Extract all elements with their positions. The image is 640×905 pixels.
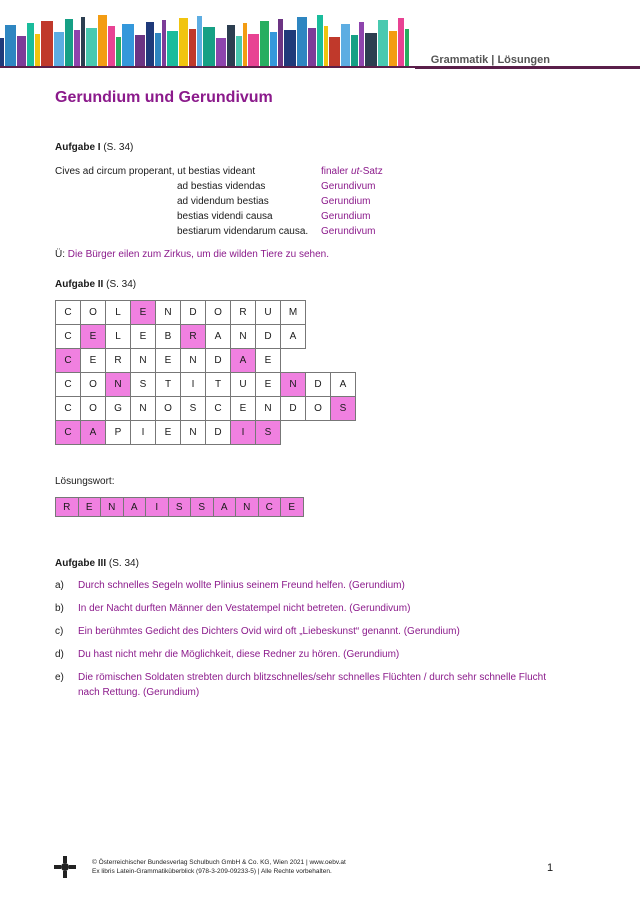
book-spine — [236, 36, 242, 66]
grid-cell: N — [156, 301, 181, 325]
grid-cell: E — [81, 325, 106, 349]
aufgabe1-latin: ad bestias videndas — [177, 181, 266, 192]
grid-cell: D — [256, 325, 281, 349]
aufgabe1-type: Gerundivum — [321, 226, 376, 237]
book-spine — [17, 36, 26, 66]
aufgabe1-translation: Ü: Die Bürger eilen zum Zirkus, um die wilden Tiere zu sehen. — [55, 249, 330, 260]
grid-cell: E — [131, 301, 156, 325]
grid-empty — [281, 421, 306, 445]
grid-cell: O — [156, 397, 181, 421]
item-text: Ein berühmtes Gedicht des Dichters Ovid wird oft „Liebeskunst“ genannt. (Gerundium) — [78, 626, 460, 637]
grid-cell: E — [156, 421, 181, 445]
grid-cell: N — [256, 397, 281, 421]
grid-empty — [306, 325, 331, 349]
grid-cell: R — [181, 325, 206, 349]
publisher-logo-icon — [54, 856, 76, 878]
grid-cell: N — [231, 325, 256, 349]
item-label: e) — [55, 672, 64, 683]
grid-cell: E — [256, 349, 281, 373]
grid-cell: T — [206, 373, 231, 397]
item-label: b) — [55, 603, 64, 614]
grid-cell: O — [81, 373, 106, 397]
book-spine — [278, 19, 283, 66]
grid-row — [56, 421, 356, 445]
book-spine — [359, 22, 364, 66]
book-spine — [324, 26, 328, 66]
aufgabe1-type: Gerundium — [321, 211, 371, 222]
book-spine — [179, 18, 188, 66]
item-text: Die römischen Soldaten strebten durch blitzschnelles/sehr schnelles Flüchten / durch sehr schnelle Flucht nach Rettung. (Gerundium) — [78, 672, 547, 698]
book-spine — [365, 33, 377, 66]
grid-empty — [306, 349, 331, 373]
grid-cell: D — [281, 397, 306, 421]
grid-cell: A — [231, 349, 256, 373]
grid-cell: T — [156, 373, 181, 397]
book-spine — [227, 25, 235, 66]
book-spine — [243, 23, 247, 66]
grid-empty — [331, 349, 356, 373]
grid-cell: L — [106, 301, 131, 325]
item-label: c) — [55, 626, 64, 637]
solution-word — [55, 497, 304, 517]
book-spine — [54, 32, 64, 66]
grid-cell: O — [206, 301, 231, 325]
book-spine — [5, 25, 16, 66]
grid-row — [56, 397, 356, 421]
aufgabe1-latin: ad videndum bestias — [177, 196, 269, 207]
book-spine — [167, 31, 178, 66]
solution-letter: N — [101, 498, 124, 517]
grid-cell: D — [206, 349, 231, 373]
aufgabe1-main-type: finaler ut-Satz — [321, 166, 383, 177]
item-text: Du hast nicht mehr die Möglichkeit, diese Redner zu hören. (Gerundium) — [78, 649, 400, 660]
book-spine — [216, 38, 226, 66]
item-label: d) — [55, 649, 64, 660]
grid-cell: E — [231, 397, 256, 421]
grid-cell: R — [106, 349, 131, 373]
book-spine — [248, 34, 259, 66]
grid-cell: I — [181, 373, 206, 397]
grid-empty — [331, 301, 356, 325]
grid-cell: N — [106, 373, 131, 397]
aufgabe1-heading: Aufgabe I (S. 34) — [55, 142, 134, 153]
grid-cell: C — [56, 421, 81, 445]
book-spine — [81, 17, 85, 66]
book-spine — [162, 20, 166, 66]
book-spine — [351, 35, 358, 66]
book-spine — [308, 28, 316, 66]
grid-cell: L — [106, 325, 131, 349]
book-spine — [341, 24, 350, 66]
aufgabe1-main-sentence: Cives ad circum properant, ut bestias videant — [55, 166, 256, 177]
book-spine — [155, 33, 161, 66]
crossword-grid — [55, 300, 356, 445]
book-spine — [317, 15, 323, 66]
item-text: Durch schnelles Segeln wollte Plinius seinem Freund helfen. (Gerundium) — [78, 580, 405, 591]
aufgabe2-heading: Aufgabe II (S. 34) — [55, 279, 137, 290]
grid-cell: S — [331, 397, 356, 421]
solution-letter: S — [168, 498, 191, 517]
book-spine — [405, 29, 409, 66]
book-spine — [98, 15, 107, 66]
footer-copyright: © Österreichischer Bundesverlag Schulbuch GmbH & Co. KG, Wien 2021 | www.oebv.at Ex libris Latein-Grammatiküberblick (978-3-209-09233-5) | Alle Rechte vorbehalten. — [92, 859, 346, 875]
grid-empty — [306, 421, 331, 445]
grid-cell: I — [231, 421, 256, 445]
grid-cell: B — [156, 325, 181, 349]
book-spine — [284, 30, 296, 66]
book-spine — [116, 37, 121, 66]
aufgabe1-type: Gerundium — [321, 196, 371, 207]
grid-cell: G — [106, 397, 131, 421]
grid-row — [56, 349, 356, 373]
book-spine — [270, 32, 277, 66]
item-text: In der Nacht durften Männer den Vestatempel nicht betreten. (Gerundivum) — [78, 603, 411, 614]
grid-cell: R — [231, 301, 256, 325]
grid-cell: O — [81, 301, 106, 325]
book-spine — [203, 27, 215, 66]
solution-letter: N — [236, 498, 259, 517]
book-spine — [108, 26, 115, 66]
solution-letter: A — [123, 498, 146, 517]
grid-cell: O — [81, 397, 106, 421]
book-spine — [260, 21, 269, 66]
grid-cell: C — [56, 397, 81, 421]
solution-letter: C — [258, 498, 281, 517]
grid-row — [56, 373, 356, 397]
solution-letter: I — [146, 498, 169, 517]
grid-cell: C — [56, 301, 81, 325]
grid-empty — [331, 325, 356, 349]
grid-empty — [281, 349, 306, 373]
grid-cell: U — [231, 373, 256, 397]
grid-cell: I — [131, 421, 156, 445]
grid-cell: A — [281, 325, 306, 349]
header-label: Grammatik | Lösungen — [430, 54, 550, 66]
grid-cell: D — [306, 373, 331, 397]
book-spine — [297, 17, 307, 66]
bookshelf-illustration — [0, 0, 415, 68]
grid-cell: E — [131, 325, 156, 349]
item-label: a) — [55, 580, 64, 591]
grid-cell: A — [206, 325, 231, 349]
grid-cell: E — [256, 373, 281, 397]
grid-cell: A — [81, 421, 106, 445]
book-spine — [65, 19, 73, 66]
grid-cell: A — [331, 373, 356, 397]
aufgabe1-latin: bestiarum videndarum causa. — [177, 226, 309, 237]
book-spine — [27, 23, 34, 66]
solution-letter: E — [78, 498, 101, 517]
solution-label: Lösungswort: — [55, 476, 115, 487]
page-number: 1 — [547, 862, 554, 874]
solution-letter: E — [281, 498, 304, 517]
grid-cell: N — [131, 397, 156, 421]
solution-letter: R — [56, 498, 79, 517]
aufgabe3-heading: Aufgabe III (S. 34) — [55, 558, 139, 569]
grid-cell: D — [206, 421, 231, 445]
book-spine — [35, 34, 40, 66]
header-rule-thin — [415, 68, 640, 69]
grid-empty — [306, 301, 331, 325]
book-spine — [378, 20, 388, 66]
grid-cell: O — [306, 397, 331, 421]
grid-cell: P — [106, 421, 131, 445]
book-spine — [41, 21, 53, 66]
book-spine — [189, 29, 196, 66]
book-spine — [74, 30, 80, 66]
solution-letter: A — [213, 498, 236, 517]
book-spine — [0, 38, 4, 66]
grid-row — [56, 325, 356, 349]
aufgabe1-latin: bestias videndi causa — [177, 211, 273, 222]
grid-cell: N — [131, 349, 156, 373]
grid-cell: S — [181, 397, 206, 421]
solution-letter: S — [191, 498, 214, 517]
grid-cell: C — [206, 397, 231, 421]
book-spine — [389, 31, 397, 66]
grid-row — [56, 301, 356, 325]
grid-cell: C — [56, 325, 81, 349]
grid-cell: M — [281, 301, 306, 325]
grid-cell: S — [256, 421, 281, 445]
grid-cell: N — [181, 349, 206, 373]
book-spine — [146, 22, 154, 66]
aufgabe1-type: Gerundivum — [321, 181, 376, 192]
grid-cell: N — [281, 373, 306, 397]
book-spine — [122, 24, 134, 66]
grid-cell: E — [81, 349, 106, 373]
grid-cell: U — [256, 301, 281, 325]
grid-cell: N — [181, 421, 206, 445]
book-spine — [398, 18, 404, 66]
grid-cell: C — [56, 349, 81, 373]
page-title: Gerundium und Gerundivum — [55, 89, 273, 106]
book-spine — [329, 37, 340, 66]
grid-cell: D — [181, 301, 206, 325]
book-spine — [86, 28, 97, 66]
book-spine — [197, 16, 202, 66]
grid-cell: S — [131, 373, 156, 397]
book-spine — [135, 35, 145, 66]
grid-cell: C — [56, 373, 81, 397]
grid-cell: E — [156, 349, 181, 373]
grid-empty — [331, 421, 356, 445]
